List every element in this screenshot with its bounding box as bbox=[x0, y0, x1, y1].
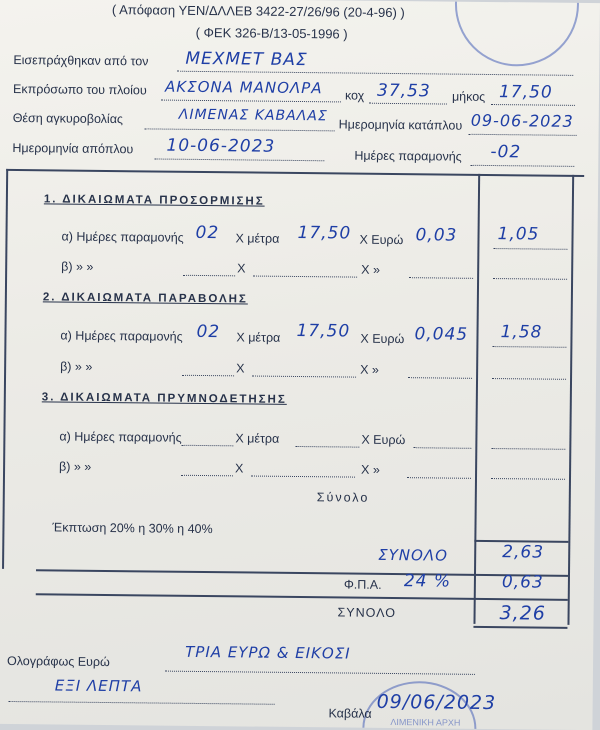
section-3-row-a-label: α) Ημέρες παραμονής bbox=[59, 429, 182, 445]
vat-line bbox=[36, 593, 568, 600]
section-2-title: 2. ΔΙΚΑΙΩΜΑΤΑ ΠΑΡΑΒΟΛΗΣ bbox=[42, 291, 248, 306]
section-3-row-a-days-line bbox=[181, 445, 233, 447]
arrival-line bbox=[469, 134, 577, 136]
section-1-row-a-x1: Χ μέτρα bbox=[235, 231, 280, 246]
section-2-row-b-meters-line bbox=[252, 376, 356, 378]
anchorage-value: ΛΙΜΕΝΑΣ ΚΑΒΑΛΑΣ bbox=[178, 106, 328, 125]
decision-reference: ( Απόφαση ΥΕΝ/ΔΛΛΕΒ 3422-27/26/96 (20-4-96) ) bbox=[111, 2, 405, 21]
received-from-line bbox=[177, 71, 573, 76]
vat-value: 0,63 bbox=[501, 572, 544, 593]
section-1-row-a-amount: 1,05 bbox=[497, 224, 540, 245]
section-3-row-b-x1: Χ bbox=[235, 461, 244, 476]
section-1-row-a-rate: 0,03 bbox=[415, 225, 458, 246]
subtotal-hand-label: ΣΥΝΟΛΟ bbox=[378, 545, 449, 565]
section-2-row-a-amount: 1,58 bbox=[500, 322, 543, 343]
words-line-2-value: ΕΞΙ ΛΕΠΤΑ bbox=[54, 676, 143, 696]
sum-label: Σύνολο bbox=[316, 490, 370, 505]
section-3-row-a-x1: Χ μέτρα bbox=[235, 431, 280, 446]
kox-line bbox=[369, 103, 447, 105]
amount-column-right bbox=[567, 175, 573, 625]
departure-line bbox=[154, 158, 324, 161]
section-1-row-b-x1: Χ bbox=[237, 261, 246, 276]
official-stamp-top bbox=[454, 0, 579, 67]
section-2-row-a-x1: Χ μέτρα bbox=[236, 330, 281, 345]
section-3-row-a-x2: Χ Ευρώ bbox=[361, 432, 406, 448]
words-line-2 bbox=[9, 701, 275, 705]
section-1-row-b-meters-line bbox=[253, 276, 357, 278]
arrival-value: 09-06-2023 bbox=[470, 110, 574, 131]
section-1-row-a-days: 02 bbox=[195, 222, 220, 244]
section-3-title: 3. ΔΙΚΑΙΩΜΑΤΑ ΠΡΥΜΝΟΔΕΤΗΣΗΣ bbox=[41, 391, 287, 406]
section-3-row-b-x2: Χ » bbox=[361, 462, 380, 477]
words-label: Ολογράφως Ευρώ bbox=[6, 653, 110, 670]
length-line bbox=[491, 104, 575, 106]
words-line-1-value: ΤΡΙΑ ΕΥΡΩ & ΕΙΚΟΣΙ bbox=[185, 642, 351, 663]
total-line bbox=[473, 626, 567, 628]
place-label: Καβάλα bbox=[328, 706, 372, 721]
section-1-row-a-label: α) Ημέρες παραμονής bbox=[61, 229, 184, 245]
kox-label: κοχ bbox=[344, 88, 365, 103]
section-3-row-b-days-line bbox=[181, 475, 233, 477]
ship-rep-value: ΑΚΣΟΝΑ ΜΑΝΟΛΡΑ bbox=[164, 77, 323, 98]
total-label: ΣΥΝΟΛΟ bbox=[337, 605, 397, 621]
fees-box-left bbox=[2, 169, 8, 569]
section-3-row-b-amount-line bbox=[491, 478, 565, 480]
section-2-row-a-days: 02 bbox=[196, 321, 221, 343]
section-3-row-b-meters-line bbox=[251, 476, 355, 478]
vat-rate: 24 % bbox=[403, 571, 452, 592]
vat-label: Φ.Π.Α. bbox=[343, 577, 382, 592]
subtotal-line bbox=[36, 569, 568, 576]
section-3-row-a-meters-line bbox=[295, 446, 359, 448]
section-2-row-b-x1: Χ bbox=[236, 361, 245, 376]
section-3-row-b-label: β) » » bbox=[59, 459, 92, 474]
section-2-row-a-rate: 0,045 bbox=[414, 324, 469, 345]
arrival-label: Ημερομηνία κατάπλου bbox=[338, 117, 463, 133]
anchorage-line bbox=[145, 128, 335, 131]
length-label: μήκος bbox=[451, 89, 486, 104]
total-value: 3,26 bbox=[499, 602, 547, 625]
section-2-row-a-x2: Χ Ευρώ bbox=[360, 331, 405, 347]
section-1-row-b-label: β) » » bbox=[61, 259, 94, 274]
days-value: -02 bbox=[490, 142, 522, 163]
length-value: 17,50 bbox=[498, 82, 553, 103]
section-2-row-b-label: β) » » bbox=[60, 359, 93, 374]
section-1-row-a-x2: Χ Ευρώ bbox=[359, 232, 404, 248]
signature-date: 09/06/2023 bbox=[376, 690, 497, 715]
stamp-text: ΛΙΜΕΝΙΚΗ ΑΡΧΗ bbox=[390, 716, 461, 728]
section-1-row-b-rate-line bbox=[409, 277, 473, 279]
fees-box-top bbox=[6, 169, 584, 177]
days-label: Ημέρες παραμονής bbox=[354, 148, 462, 164]
section-3-row-b-rate-line bbox=[407, 477, 471, 479]
anchorage-label: Θέση αγκυροβολίας bbox=[12, 110, 124, 127]
section-1-row-b-amount-line bbox=[493, 278, 567, 280]
discount-label: Έκπτωση 20% η 30% η 40% bbox=[52, 520, 213, 537]
subtotal-value: 2,63 bbox=[502, 542, 545, 563]
section-3-row-a-amount-line bbox=[491, 448, 565, 450]
ship-rep-line bbox=[161, 100, 341, 103]
section-3-row-a-rate-line bbox=[413, 447, 471, 449]
section-2-row-b-x2: Χ » bbox=[360, 362, 379, 377]
section-2-row-a-line bbox=[492, 346, 566, 348]
section-1-row-a-meters: 17,50 bbox=[297, 222, 352, 244]
section-2-row-a-meters: 17,50 bbox=[296, 320, 351, 342]
section-1-row-a-line bbox=[493, 248, 567, 250]
section-2-row-a-label: α) Ημέρες παραμονής bbox=[60, 328, 183, 344]
received-from-label: Εισεπράχθηκαν από τον bbox=[13, 53, 149, 69]
ship-rep-label: Εκπρόσωπο του πλοίου bbox=[12, 82, 147, 98]
days-line bbox=[470, 165, 574, 167]
departure-label: Ημερομηνία απόπλου bbox=[12, 140, 134, 157]
section-1-title: 1. ΔΙΚΑΙΩΜΑΤΑ ΠΡΟΣΟΡΜΙΣΗΣ bbox=[43, 193, 265, 208]
gazette-reference: ( ΦΕΚ 326-Β/13-05-1996 ) bbox=[195, 24, 348, 42]
received-from-value: ΜΕΧΜΕΤ ΒΑΣ bbox=[185, 48, 308, 71]
section-1-row-b-x2: Χ » bbox=[361, 262, 381, 277]
amount-column-left bbox=[473, 174, 479, 624]
section-2-row-b-days-line bbox=[182, 375, 234, 377]
kox-value: 37,53 bbox=[376, 80, 431, 102]
section-2-row-b-amount-line bbox=[492, 378, 566, 380]
words-line-1 bbox=[165, 671, 475, 675]
section-2-row-b-rate-line bbox=[408, 377, 472, 379]
departure-value: 10-06-2023 bbox=[166, 135, 276, 157]
section-1-row-b-days-line bbox=[183, 275, 235, 277]
